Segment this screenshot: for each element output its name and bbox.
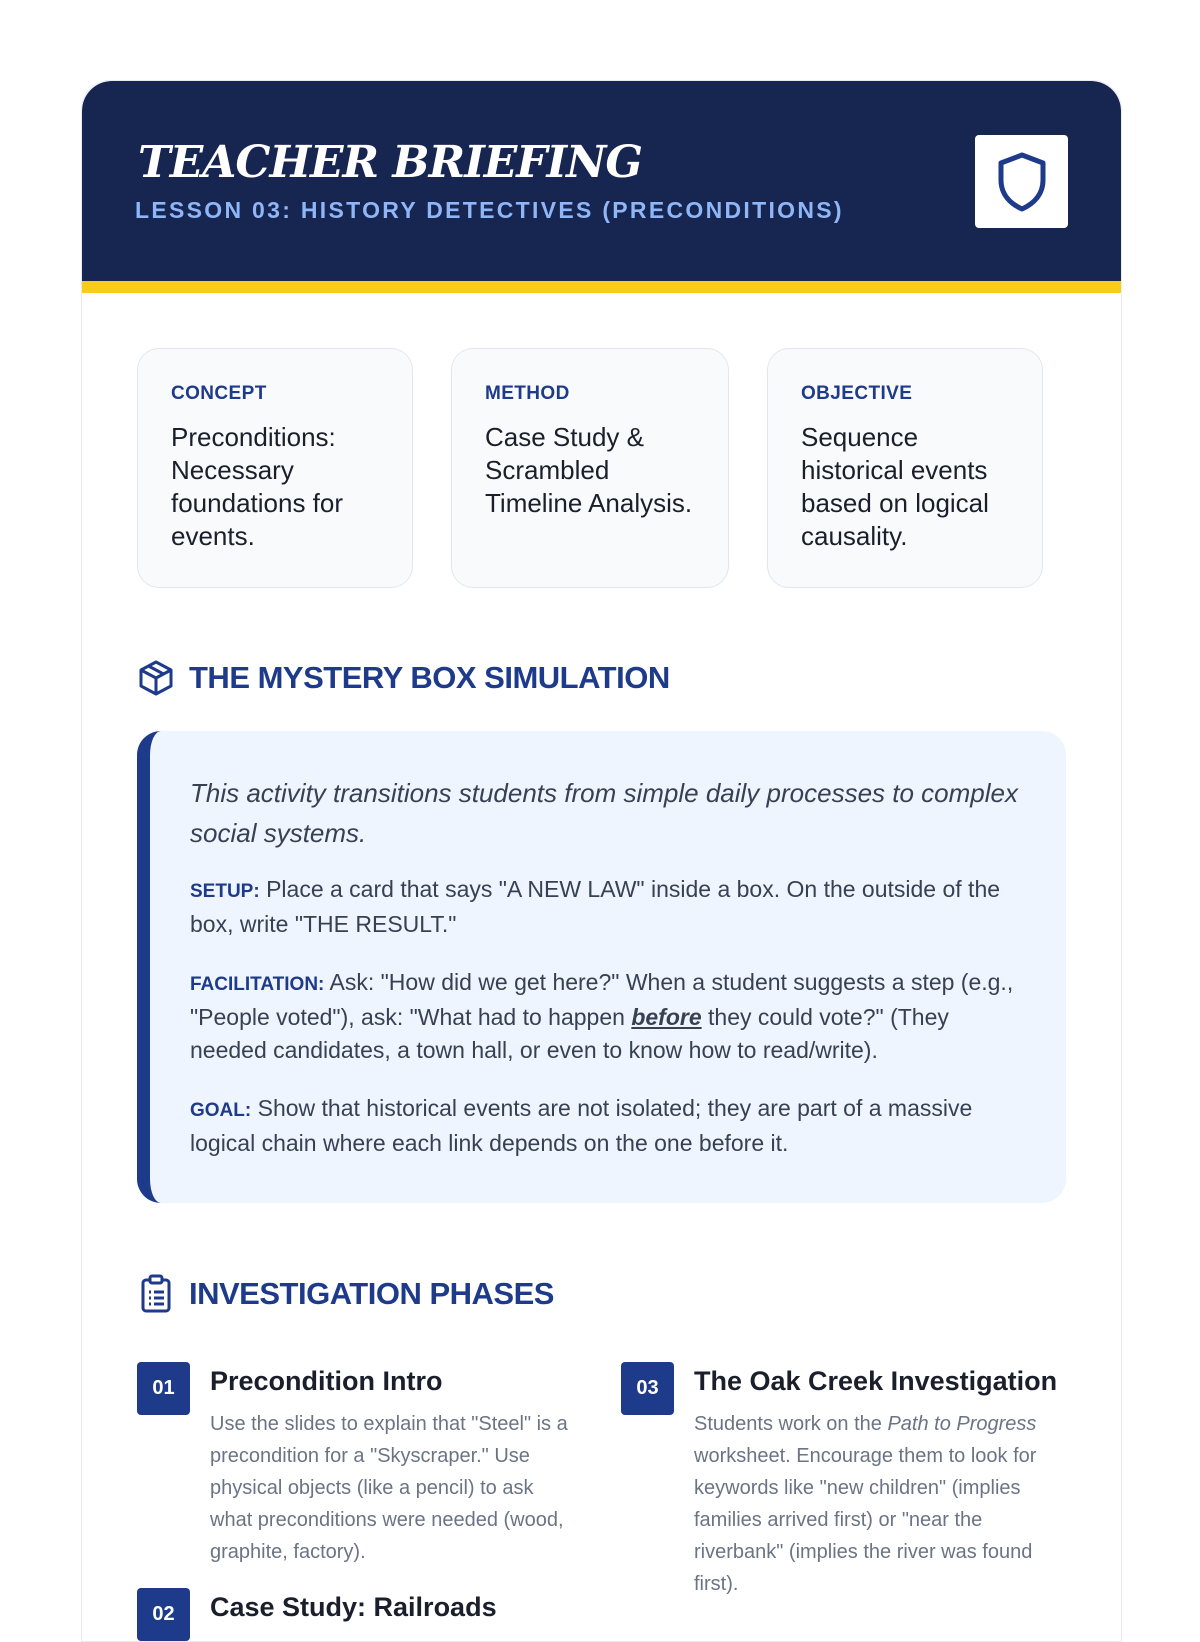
phase-number: 02	[137, 1588, 190, 1641]
concept-label: CONCEPT	[171, 383, 267, 404]
goal-label: GOAL:	[190, 1100, 252, 1121]
facilitation-text-start: Ask: "How did we get here?" When a student suggests a step (e.g., "People voted"), ask: "What had to happen	[190, 969, 1014, 1030]
phases-section-heading	[137, 1274, 554, 1314]
concept-card	[137, 348, 413, 588]
setup-paragraph	[190, 873, 1026, 941]
mystery-section-heading	[137, 659, 670, 697]
phase-description	[694, 1408, 1064, 1600]
page-title: TEACHER BRIEFING	[138, 137, 642, 188]
mystery-section-title: THE MYSTERY BOX SIMULATION	[189, 660, 670, 695]
facilitation-emphasis: before	[631, 1004, 702, 1030]
briefing-card	[81, 80, 1122, 1642]
phase-title: Case Study: Railroads	[210, 1592, 497, 1622]
objective-label: OBJECTIVE	[801, 383, 913, 404]
phase-title: Precondition Intro	[210, 1366, 443, 1396]
objective-text: Sequence historical events based on logical causality.	[801, 422, 989, 551]
goal-text: Show that historical events are not isolated; they are part of a massive logical chain where each link depends on the one before it.	[190, 1095, 973, 1156]
facilitation-text-end: they could vote?" (They needed candidates, a town hall, or even to know how to read/write).	[190, 1004, 949, 1063]
phase-description-end: worksheet. Encourage them to look for keywords like "new children" (implies families arrived first) or "near the riverbank" (implies the river was found first).	[694, 1445, 1037, 1595]
phase-title: The Oak Creek Investigation	[694, 1366, 1058, 1396]
worksheet-name: Path to Progress	[887, 1413, 1037, 1435]
goal-paragraph	[190, 1092, 1026, 1160]
method-label: METHOD	[485, 383, 570, 404]
briefing-header	[82, 81, 1121, 293]
box-icon	[137, 659, 175, 697]
facilitation-label: FACILITATION:	[190, 974, 325, 995]
phase-number: 03	[621, 1362, 674, 1415]
shield-badge	[975, 135, 1068, 228]
phase-description: Use the slides to explain that "Steel" is a precondition for a "Skyscraper." Use physical objects (like a pencil) to ask what preconditions were needed (wood, graphite, factory).	[210, 1413, 568, 1563]
setup-text: Place a card that says "A NEW LAW" inside a box. On the outside of the box, write "THE RESULT."	[190, 876, 1001, 937]
phases-section-title: INVESTIGATION PHASES	[189, 1276, 554, 1311]
method-text: Case Study & Scrambled Timeline Analysis.	[485, 422, 693, 518]
method-card	[451, 348, 729, 588]
objective-card	[767, 348, 1043, 588]
concept-text: Preconditions: Necessary foundations for events.	[171, 422, 344, 551]
facilitation-paragraph	[190, 966, 1026, 1067]
lesson-subtitle: LESSON 03: HISTORY DETECTIVES (PRECONDITIONS)	[135, 197, 844, 223]
phase-description-start: Students work on the	[694, 1413, 882, 1435]
mystery-box-panel	[137, 731, 1066, 1203]
phase-number: 01	[137, 1362, 190, 1415]
shield-icon	[994, 151, 1050, 213]
clipboard-icon	[137, 1274, 175, 1314]
setup-label: SETUP:	[190, 881, 260, 902]
mystery-intro: This activity transitions students from simple daily processes to complex social systems.	[190, 778, 1018, 848]
